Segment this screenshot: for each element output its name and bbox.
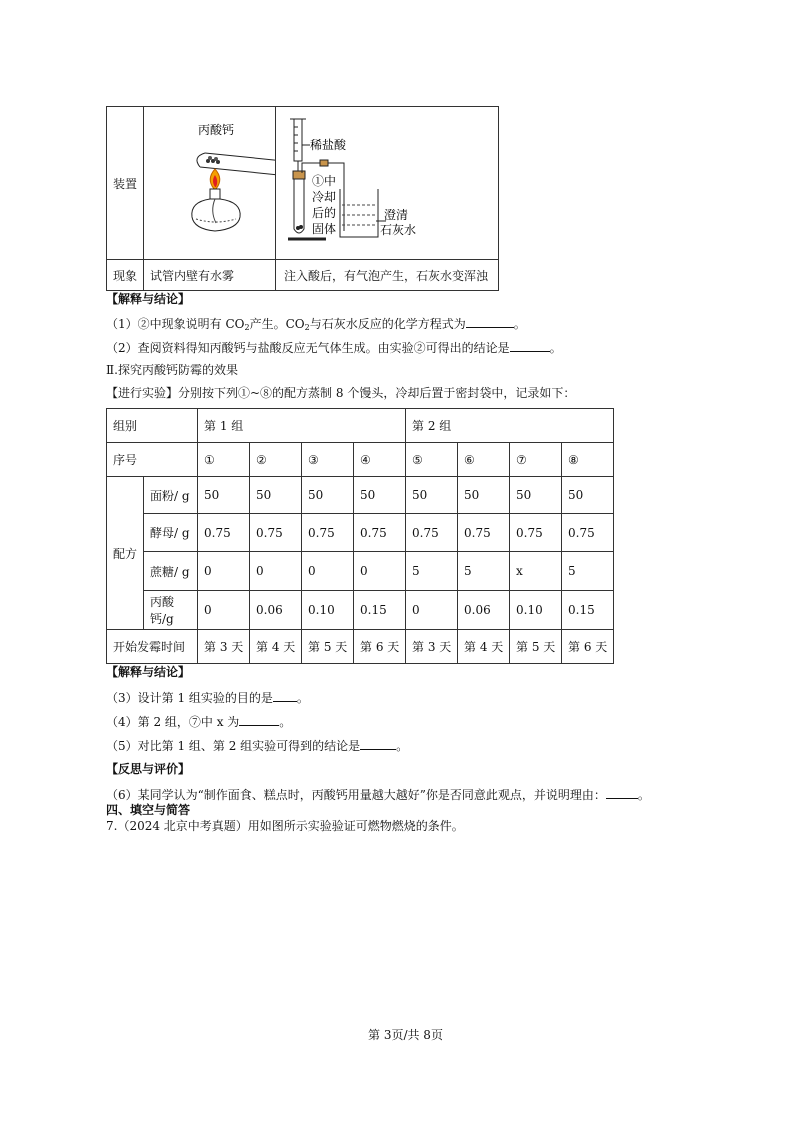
- experiment-instructions: 【进行实验】分别按下列①~⑧的配方蒸制 8 个馒头，冷却后置于密封袋中，记录如下：: [106, 386, 576, 400]
- table-cell: 0.06: [458, 591, 510, 630]
- table-cell: 50: [458, 477, 510, 514]
- table-cell: 0.75: [458, 514, 510, 552]
- ingredient-name: 蔗糖/ g: [144, 552, 198, 591]
- answer-blank-3[interactable]: [273, 690, 297, 702]
- table-cell: 0: [198, 591, 250, 630]
- mold-cell: 第 3 天: [406, 630, 458, 664]
- table-cell: 0: [250, 552, 302, 591]
- part-4-heading: 四、填空与简答: [106, 803, 191, 817]
- section-heading-2: 【解释与结论】: [106, 665, 191, 679]
- group-label: 组别: [107, 409, 198, 443]
- seq-cell: ①: [198, 443, 250, 477]
- table-cell: 50: [510, 477, 562, 514]
- answer-blank-5[interactable]: [360, 738, 396, 750]
- acid-test-drawing: [276, 107, 498, 259]
- table-cell: 0.15: [562, 591, 614, 630]
- table-cell: 5: [406, 552, 458, 591]
- group-2-header: 第 2 组: [406, 409, 614, 443]
- table-cell: 5: [562, 552, 614, 591]
- seq-label: 序号: [107, 443, 198, 477]
- answer-blank-4[interactable]: [239, 714, 279, 726]
- recipe-table: [106, 408, 614, 664]
- mold-time-label: 开始发霉时间: [107, 630, 198, 664]
- table-cell: 0.75: [354, 514, 406, 552]
- seq-cell: ⑥: [458, 443, 510, 477]
- answer-blank-6[interactable]: [606, 787, 638, 799]
- table-cell: 0: [354, 552, 406, 591]
- ingredient-name: 酵母/ g: [144, 514, 198, 552]
- mold-cell: 第 3 天: [198, 630, 250, 664]
- table-cell: 50: [354, 477, 406, 514]
- seq-cell: ⑤: [406, 443, 458, 477]
- table-cell: 0: [302, 552, 354, 591]
- seq-cell: ⑦: [510, 443, 562, 477]
- apparatus-row-label: 装置: [107, 107, 144, 260]
- svg-text:稀盐酸: 稀盐酸: [310, 138, 347, 152]
- answer-blank-2[interactable]: [510, 340, 550, 352]
- table-cell: 0.15: [354, 591, 406, 630]
- calcium-propionate-label: 丙酸钙: [198, 123, 235, 137]
- table-cell: 5: [458, 552, 510, 591]
- mold-cell: 第 6 天: [354, 630, 406, 664]
- table-cell: 50: [198, 477, 250, 514]
- acid-test-figure: [276, 107, 499, 260]
- answer-blank-1[interactable]: [466, 316, 514, 328]
- ingredient-name: 丙酸钙/g: [144, 591, 198, 630]
- ingredient-name: 面粉/ g: [144, 477, 198, 514]
- table-cell: 0.06: [250, 591, 302, 630]
- table-cell: 0.75: [510, 514, 562, 552]
- phenomenon-1: 试管内壁有水雾: [144, 260, 276, 291]
- table-cell: 0.75: [250, 514, 302, 552]
- question-2: （2）查阅资料得知丙酸钙与盐酸反应无气体生成。由实验②可得出的结论是 。: [106, 341, 562, 355]
- mold-cell: 第 5 天: [510, 630, 562, 664]
- svg-text:石灰水: 石灰水: [380, 223, 417, 237]
- table-cell: 0.75: [198, 514, 250, 552]
- phenomenon-row-label: 现象: [107, 260, 144, 291]
- section-heading-1: 【解释与结论】: [106, 292, 191, 306]
- table-cell: 0.75: [406, 514, 458, 552]
- mold-cell: 第 4 天: [458, 630, 510, 664]
- heating-apparatus-figure: [144, 107, 276, 260]
- seq-cell: ④: [354, 443, 406, 477]
- table-cell: 0.10: [510, 591, 562, 630]
- table-cell: 50: [250, 477, 302, 514]
- question-5: （5）对比第 1 组、第 2 组实验可得到的结论是 。: [106, 739, 409, 753]
- table-cell: 50: [302, 477, 354, 514]
- mold-cell: 第 5 天: [302, 630, 354, 664]
- question-7: 7.（2024 北京中考真题）用如图所示实验验证可燃物燃烧的条件。: [106, 819, 464, 833]
- question-3: （3）设计第 1 组实验的目的是 。: [106, 691, 309, 705]
- svg-text:固体: 固体: [312, 222, 337, 236]
- svg-text:澄清: 澄清: [384, 208, 409, 222]
- svg-text:①中: ①中: [312, 174, 337, 188]
- seq-cell: ②: [250, 443, 302, 477]
- question-1: （1）②中现象说明有 $CO_2$产生。$CO_2$与石灰水反应的化学方程式为 。: [106, 317, 526, 332]
- question-4: （4）第 2 组，⑦中 x 为 。: [106, 715, 292, 729]
- formula-label: 配方: [107, 477, 144, 630]
- question-6: （6）某同学认为“制作面食、糕点时，丙酸钙用量越大越好”你是否同意此观点，并说明理由： 。: [106, 788, 650, 802]
- svg-text:冷却: 冷却: [312, 190, 337, 204]
- page-footer: 第 3页/共 8页: [368, 1028, 443, 1042]
- table-cell: 50: [562, 477, 614, 514]
- mold-cell: 第 4 天: [250, 630, 302, 664]
- phenomenon-2: 注入酸后，有气泡产生，石灰水变浑浊: [276, 260, 499, 291]
- table-cell: 0: [406, 591, 458, 630]
- table-cell: 0.75: [302, 514, 354, 552]
- table-cell: x: [510, 552, 562, 591]
- seq-cell: ⑧: [562, 443, 614, 477]
- apparatus-table: [106, 106, 499, 291]
- heating-apparatus-drawing: [144, 107, 275, 259]
- mold-cell: 第 6 天: [562, 630, 614, 664]
- table-cell: 0.75: [562, 514, 614, 552]
- group-1-header: 第 1 组: [198, 409, 406, 443]
- table-cell: 0: [198, 552, 250, 591]
- table-cell: 50: [406, 477, 458, 514]
- section-heading-3: 【反思与评价】: [106, 762, 191, 776]
- svg-text:后的: 后的: [312, 206, 337, 220]
- seq-cell: ③: [302, 443, 354, 477]
- table-cell: 0.10: [302, 591, 354, 630]
- part-2-heading: Ⅱ.探究丙酸钙防霉的效果: [106, 363, 238, 377]
